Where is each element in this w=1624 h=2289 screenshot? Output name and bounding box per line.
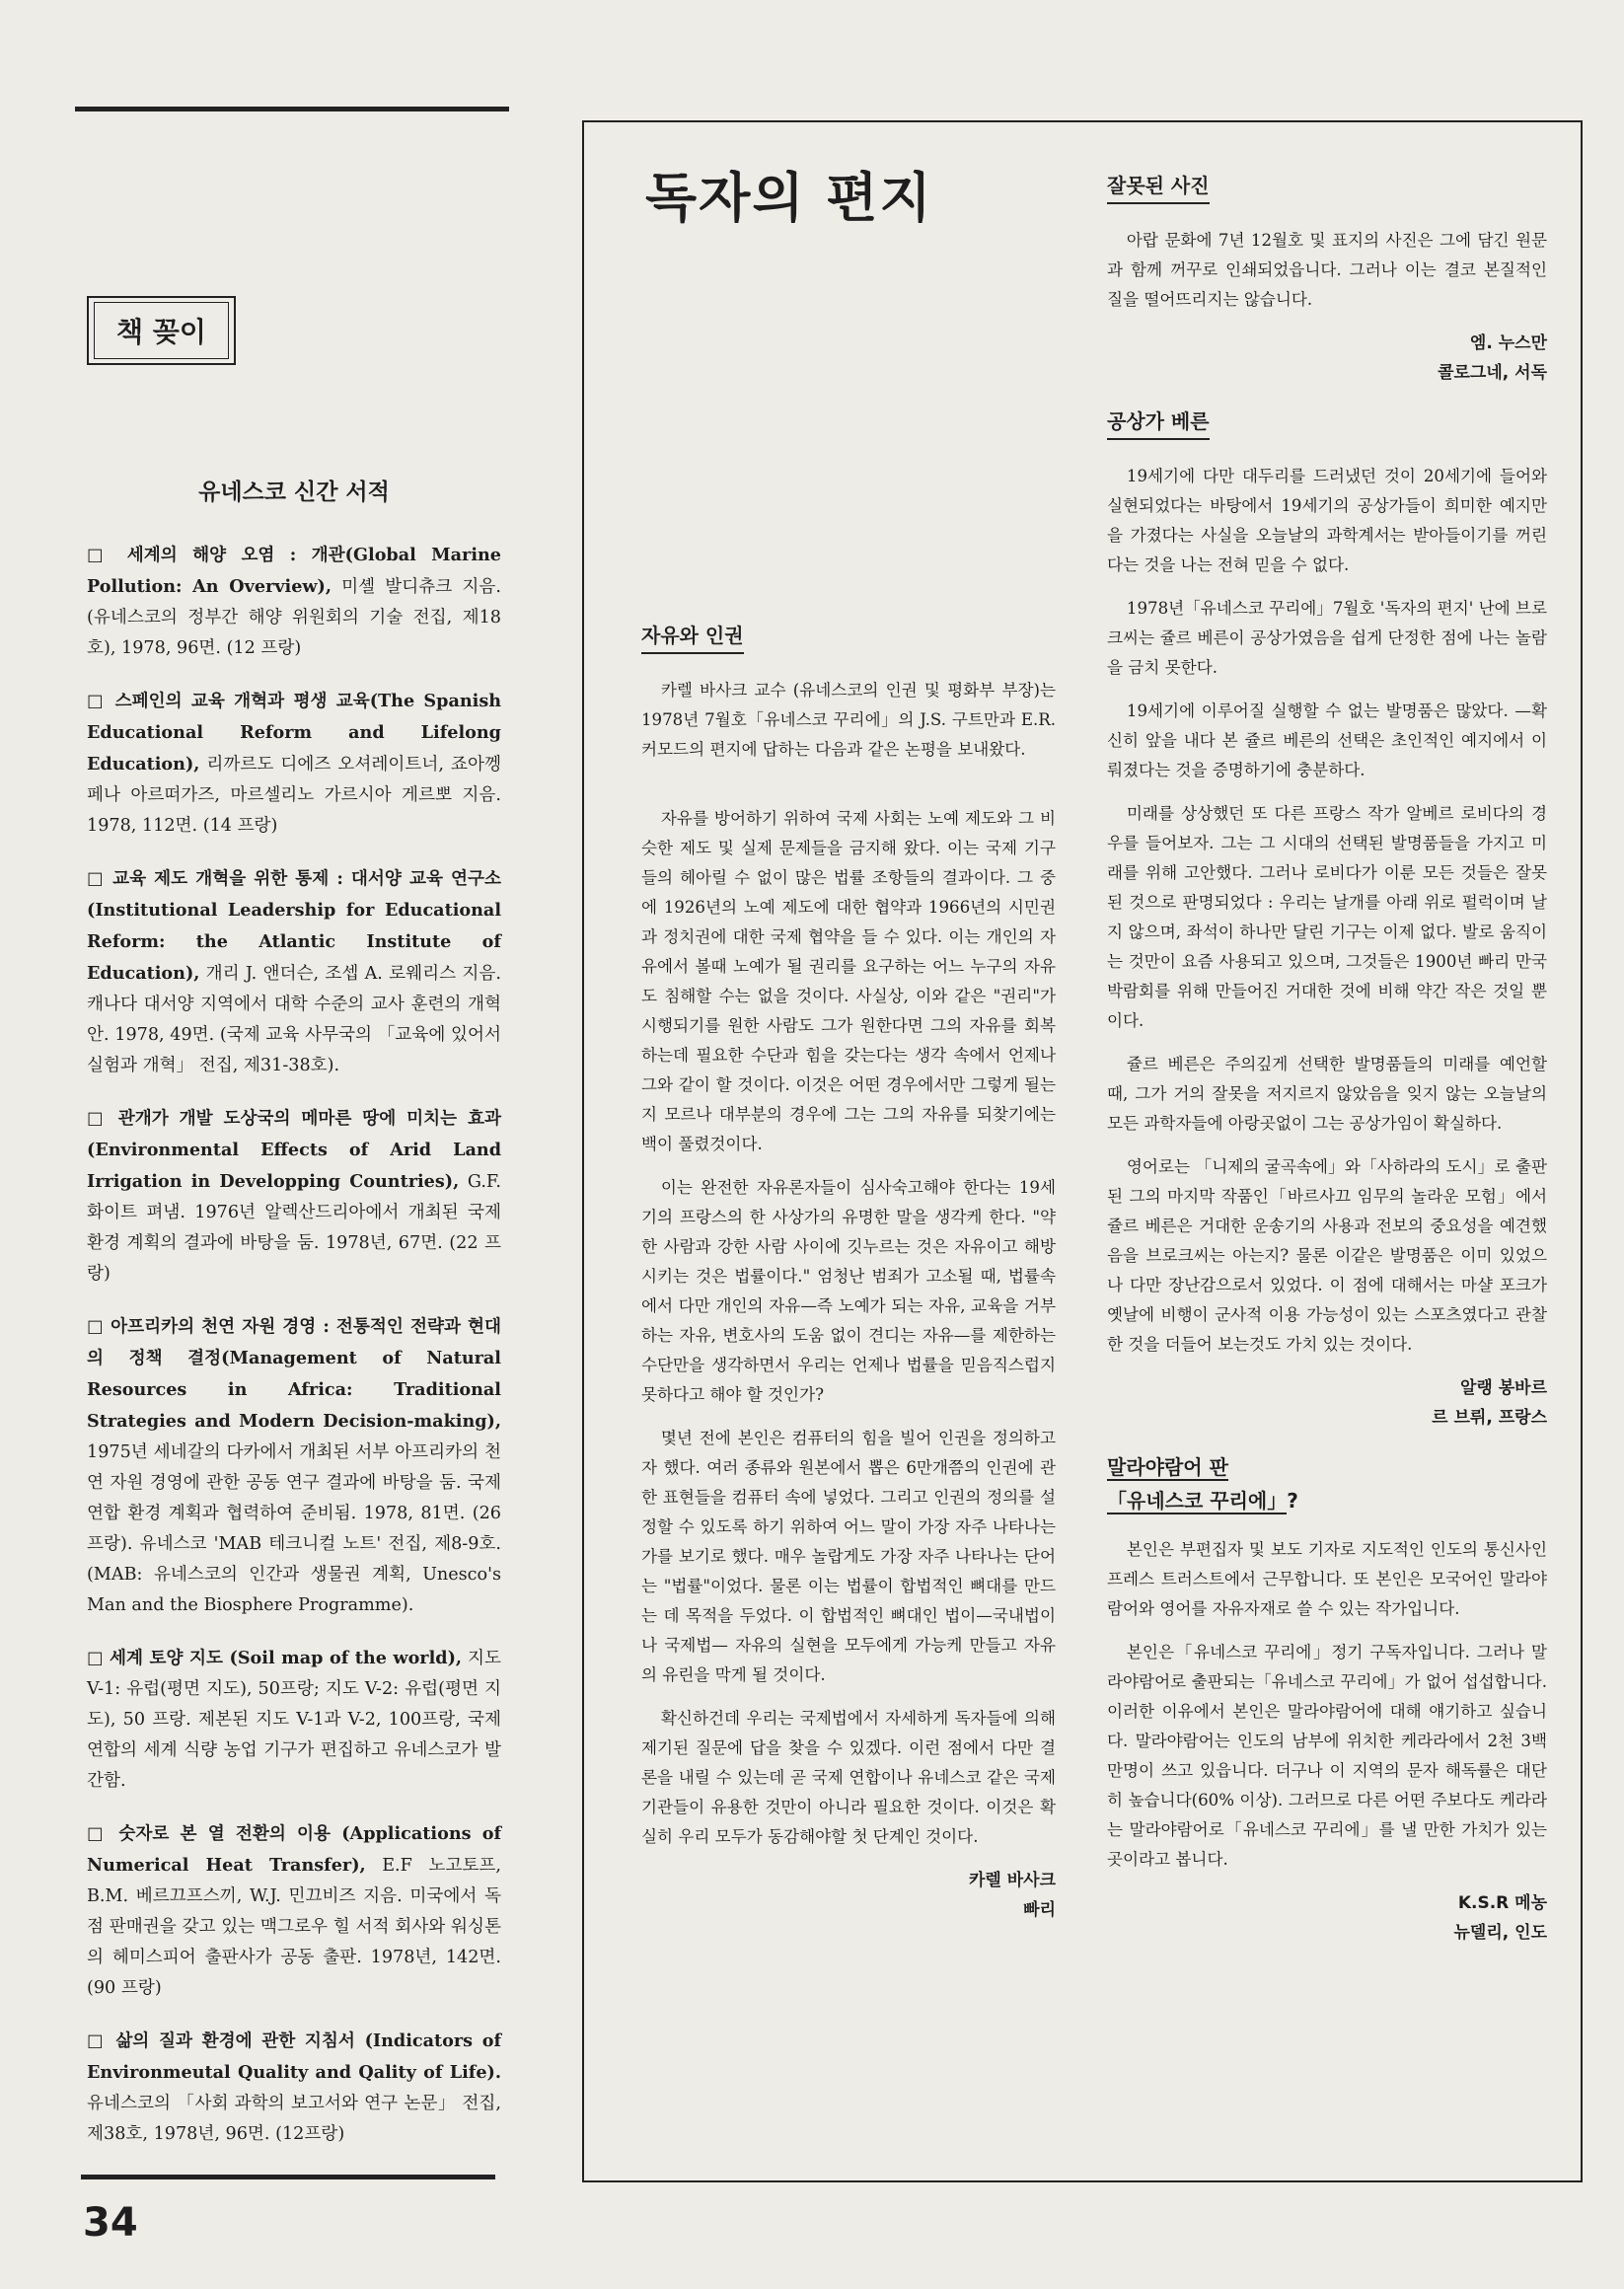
- verne-paragraph: 미래를 상상했던 또 다른 프랑스 작가 알베르 로비다의 경우를 들어보자. 그는 그 시대의 선택된 발명품들을 가지고 미래를 위해 고안했다. 그러나 로비다가 이룬 모든 것들은 잘못된 것으로 판명되었다 : 우리는 날개를 아래 위로 펄럭이며 날지 않으며, 좌석이 하나만 달린 기구는 이제 없다. 발로 움직이는 것만이 요즘 사용되고 있으며, 그것들은 1900년 빠리 만국 박람회를 위해 만들어진 거대한 것에 비해 약간 작은 것일 뿐이다.: [1107, 804, 1547, 1030]
- letters-box: [582, 120, 1583, 2182]
- malayalam-paragraph: 본인은「유네스코 꾸리에」정기 구독자입니다. 그러나 말라야람어로 출판되는「유네스코 꾸리에」가 없어 섭섭합니다. 이러한 이유에서 본인은 말라야람어에 대해 얘기하고 싶습니다. 말라야람어는 인도의 남부에 위치한 케라라에서 2천 3백만명이 쓰고 있읍니다. 더구나 이 지역의 문자 해독률은 대단히 높습니다(60% 이상). 그러므로 다른 어떤 주보다도 케라라는 말라야람어로「유네스코 꾸리에」를 낼 만한 가치가 있는 곳이라고 봅니다.: [1107, 1643, 1547, 1869]
- checkbox-icon: □: [87, 1317, 105, 1337]
- photo-signature-place: 콜로그네, 서독: [1438, 363, 1547, 383]
- checkbox-icon: □: [87, 869, 106, 889]
- book-details: E.F 노고토프, B.M. 베르끄프스끼, W.J. 민끄비즈 지음. 미국에서 독점 판매권을 갖고 있는 맥그로우 힐 서적 회사와 워싱톤의 헤미스피어 출판사가 공동 출판. 1978년, 142면. (90 프랑): [87, 1856, 501, 1998]
- section-tag-label: 책 꽂이: [94, 302, 229, 359]
- book-entry: [87, 1311, 501, 1621]
- book-details: 1975년 세네갈의 다카에서 개최된 서부 아프리카의 천연 자원 경영에 관한 공동 연구 결과에 바탕을 둠. 국제 연합 환경 계획과 협력하여 준비됨. 1978, 81면. (26 프랑). 유네스코 'MAB 테크니컬 노트' 전집, 제8-9호. (MAB: 유네스코의 인간과 생물권 계획, Unesco's Man and the Biosphere Programme).: [87, 1442, 501, 1615]
- book-entry: [87, 1818, 501, 2004]
- freedom-intro: 카렐 바사크 교수 (유네스코의 인권 및 평화부 부장)는 1978년 7월호「유네스코 꾸리에」의 J.S. 구트만과 E.R. 커모드의 편지에 답하는 다음과 같은 논평을 보내왔다.: [641, 681, 1056, 759]
- malayalam-paragraph: 본인은 부편집자 및 보도 기자로 지도적인 인도의 통신사인 프레스 트러스트에서 근무합니다. 또 본인은 모국어인 말라야람어와 영어를 자유자재로 쓸 수 있는 작가입니다.: [1107, 1540, 1547, 1618]
- verne-paragraph: 쥴르 베른은 주의깊게 선택한 발명품들의 미래를 예언할 때, 그가 거의 잘못을 저지르지 않았음을 잊지 않는 오늘날의 모든 과학자들에 아랑곳없이 그는 공상가임이 확실하다.: [1107, 1055, 1547, 1133]
- book-title: 아프리카의 천연 자원 경영 : 전통적인 전략과 현대의 정책 결정(Management of Natural Resources in Africa: Traditional Strategies and Modern Decision-making),: [87, 1316, 502, 1432]
- book-title: 세계의 해양 오염 : 개관(Global Marine Pollution: An Overview),: [87, 545, 501, 597]
- verne-paragraph: 19세기에 이루어질 실행할 수 없는 발명품은 많았다. —확신히 앞을 내다 본 쥴르 베른의 선택은 초인적인 예지에서 이뤄졌다는 것을 증명하기에 충분하다.: [1107, 701, 1547, 779]
- book-title: 스페인의 교육 개혁과 평생 교육(The Spanish Educational Reform and Lifelong Education),: [87, 691, 502, 775]
- book-entry: [87, 1103, 501, 1290]
- malayalam-signature-name: K.S.R 메농: [1457, 1893, 1547, 1913]
- photo-signature-name: 엠. 누스만: [1469, 333, 1547, 353]
- verne-heading: 공상가 베른: [1107, 406, 1210, 440]
- verne-paragraph: 영어로는 「니제의 굴곡속에」와「사하라의 도시」로 출판된 그의 마지막 작품인「바르사끄 임무의 놀라운 모험」에서 쥴르 베른은 거대한 운송기의 사용과 전보의 중요성을 예견했음을 브로크씨는 아는지? 물론 이같은 발명품은 이미 있었으나 다만 장난감으로서 있었다. 이 점에 대해서는 마샬 포크가 옛날에 비행이 군사적 이용 가능성이 있는 스포츠였다고 관찰한 것을 더들어 보는것도 가치 있는 것이다.: [1107, 1157, 1547, 1354]
- malayalam-signature-place: 뉴델리, 인도: [1453, 1923, 1547, 1943]
- section-tag: [87, 296, 236, 365]
- checkbox-icon: □: [87, 2031, 108, 2051]
- top-rule: [75, 107, 509, 111]
- freedom-paragraph: 이는 완전한 자유론자들이 심사숙고해야 한다는 19세기의 프랑스의 한 사상가의 유명한 말을 생각케 한다. "약한 사람과 강한 사람 사이에 깃누르는 것은 자유이고 해방시키는 것은 법률이다." 엄청난 범죄가 고소될 때, 법률속에서 다만 개인의 자유—즉 노예가 되는 자유, 교육을 거부하는 자유, 변호사의 도움 없이 견디는 자유—를 제한하는 수단만을 생각하면서 우리는 언제나 법률을 믿음직스럽지 못하다고 해야 할 것인가?: [641, 1178, 1056, 1404]
- letters-title: 독자의 편지: [645, 167, 933, 229]
- book-details: 유네스코의 「사회 과학의 보고서와 연구 논문」 전집, 제38호, 1978년, 96면. (12프랑): [87, 2094, 501, 2144]
- malayalam-heading-line2: 「유네스코 꾸리에」: [1107, 1489, 1288, 1513]
- checkbox-icon: □: [87, 546, 112, 565]
- checkbox-icon: □: [87, 1649, 105, 1668]
- book-title: 관개가 개발 도상국의 메마른 땅에 미치는 효과(Environmental Effects of Arid Land Irrigation in Developping Countries),: [87, 1108, 502, 1192]
- book-title: 숫자로 본 열 전환의 이용 (Applications of Numerical Heat Transfer),: [87, 1823, 502, 1876]
- book-details: 지도V-1: 유럽(평면 지도), 50프랑; 지도 V-2: 유럽(평면 지도), 50 프랑. 제본된 지도 V-1과 V-2, 100프랑, 국제 연합의 세계 식량 농업 기구가 편집하고 유네스코가 발간함.: [87, 1649, 501, 1791]
- book-entry: [87, 686, 501, 842]
- bookshelf-column: [87, 296, 501, 2172]
- book-entry: [87, 1643, 501, 1797]
- bookshelf-title: 유네스코 신간 서적: [198, 480, 390, 505]
- checkbox-icon: □: [87, 1109, 109, 1129]
- verne-paragraph: 19세기에 다만 대두리를 드러냈던 것이 20세기에 들어와 실현되었다는 바탕에서 19세기의 공상가들이 희미한 예지만을 가졌다는 사실을 오늘날의 과학계서는 받아들이기를 꺼린다는 것을 나는 전혀 믿을 수 없다.: [1107, 467, 1547, 574]
- book-details: 개리 J. 앤더슨, 조셉 A. 로웨리스 지음. 캐나다 대서양 지역에서 대학 수준의 교사 훈련의 개혁안. 1978, 49면. (국제 교육 사무국의 「교육에 있어서 실험과 개혁」 전집, 제31-38호).: [87, 964, 501, 1075]
- freedom-signature-place: 빠리: [1023, 1900, 1056, 1920]
- letters-right-column: [1107, 166, 1547, 1948]
- book-details: G.F. 화이트 펴냄. 1976년 알렉산드리아에서 개최된 국제 환경 계획의 결과에 바탕을 둠. 1978년, 67면. (22 프랑): [87, 1172, 501, 1284]
- book-title: 삶의 질과 환경에 관한 지침서 (Indicators of Environmeutal Quality and Qality of Life).: [87, 2031, 502, 2083]
- checkbox-icon: □: [87, 692, 107, 711]
- page-number: 34: [83, 2200, 138, 2246]
- freedom-heading: 자유와 인권: [641, 620, 744, 654]
- malayalam-heading-line1: 말라야람어 판: [1107, 1455, 1228, 1479]
- verne-signature-name: 알랭 봉바르: [1459, 1378, 1547, 1398]
- book-entry: [87, 540, 501, 664]
- malayalam-heading: [1107, 1450, 1547, 1517]
- bottom-rule: [81, 2175, 495, 2179]
- freedom-paragraph: 몇년 전에 본인은 컴퓨터의 힘을 빌어 인권을 정의하고자 했다. 여러 종류와 원본에서 뽑은 6만개쯤의 인권에 관한 표현들을 컴퓨터 속에 넣었다. 그리고 인권의 정의를 설정할 수 있도록 하기 위하여 어느 말이 가장 자주 나타나는 가를 보기로 했다. 매우 놀랍게도 가장 자주 나타나는 단어는 "법률"이었다. 물론 이는 법률이 합법적인 뼈대를 만드는 데 목적을 두었다. 이 합법적인 뼈대인 법이—국내법이나 국제법— 자유의 실현을 모두에게 가능케 만들고 자유의 유린을 막게 될 것이다.: [641, 1429, 1056, 1684]
- malayalam-heading-suffix: ?: [1287, 1489, 1298, 1513]
- verne-signature-place: 르 브뤼, 프랑스: [1432, 1408, 1547, 1428]
- book-details: 미셸 발디츄크 지음. (유네스코의 정부간 해양 위원회의 기술 전집, 제18호), 1978, 96면. (12 프랑): [87, 577, 501, 658]
- photo-heading: 잘못된 사진: [1107, 170, 1210, 204]
- photo-paragraph: 아랍 문화에 7년 12월호 및 표지의 사진은 그에 담긴 원문과 함께 꺼꾸로 인쇄되었읍니다. 그러나 이는 결코 본질적인 질을 떨어뜨리지는 않습니다.: [1107, 231, 1547, 309]
- book-entry: [87, 863, 501, 1081]
- verne-paragraph: 1978년「유네스코 꾸리에」7월호 '독자의 편지' 난에 브로크씨는 쥴르 베른이 공상가였음을 쉽게 단정한 점에 나는 놀람을 금치 못한다.: [1107, 599, 1547, 677]
- book-entry: [87, 2026, 501, 2150]
- book-title: 세계 토양 지도 (Soil map of the world),: [110, 1648, 463, 1668]
- book-title: 교육 제도 개혁을 위한 통제 : 대서양 교육 연구소(Institutional Leadership for Educational Reform: the Atlantic Institute of Education),: [87, 868, 501, 984]
- book-details: 리까르도 디에즈 오셔레이트너, 죠아껭 페나 아르떠가즈, 마르셀리노 가르시아 게르뽀 지음. 1978, 112면. (14 프랑): [87, 755, 501, 836]
- freedom-paragraph: 자유를 방어하기 위하여 국제 사회는 노예 제도와 그 비슷한 제도 및 실제 문제들을 금지해 왔다. 이는 국제 기구들의 헤아릴 수 없이 많은 법률 조항들의 결과이다. 그 중에 1926년의 노예 제도에 대한 협약과 1966년의 시민권과 정치권에 대한 국제 협약을 들 수 있다. 이는 개인의 자유에서 볼때 노예가 될 권리를 요구하는 어느 누구의 자유도 침해할 수는 없을 것이다. 사실상, 이와 같은 "권리"가 시행되기를 원한 사람도 그가 원한다면 그의 자유를 회복하는데 필요한 수단과 힘을 갖는다는 생각 속에서 언제나 그와 같이 할 것이다. 이것은 어떤 경우에서만 그렇게 될는지 모르나 대부분의 경우에 그는 그의 자유를 되찾기에는 백이 풀렸것이다.: [641, 809, 1056, 1153]
- freedom-paragraph: 확신하건데 우리는 국제법에서 자세하게 독자들에 의해 제기된 질문에 답을 찾을 수 있겠다. 이런 점에서 다만 결론을 내릴 수 있는데 곧 국제 연합이나 유네스코 같은 국제 기관들이 유용한 것만이 아니라 필요한 것이다. 이것은 확실히 우리 모두가 동감해야할 첫 단계인 것이다.: [641, 1709, 1056, 1846]
- checkbox-icon: □: [87, 1824, 109, 1844]
- freedom-signature-name: 카렐 바사크: [968, 1871, 1056, 1890]
- freedom-article: [641, 616, 1056, 1925]
